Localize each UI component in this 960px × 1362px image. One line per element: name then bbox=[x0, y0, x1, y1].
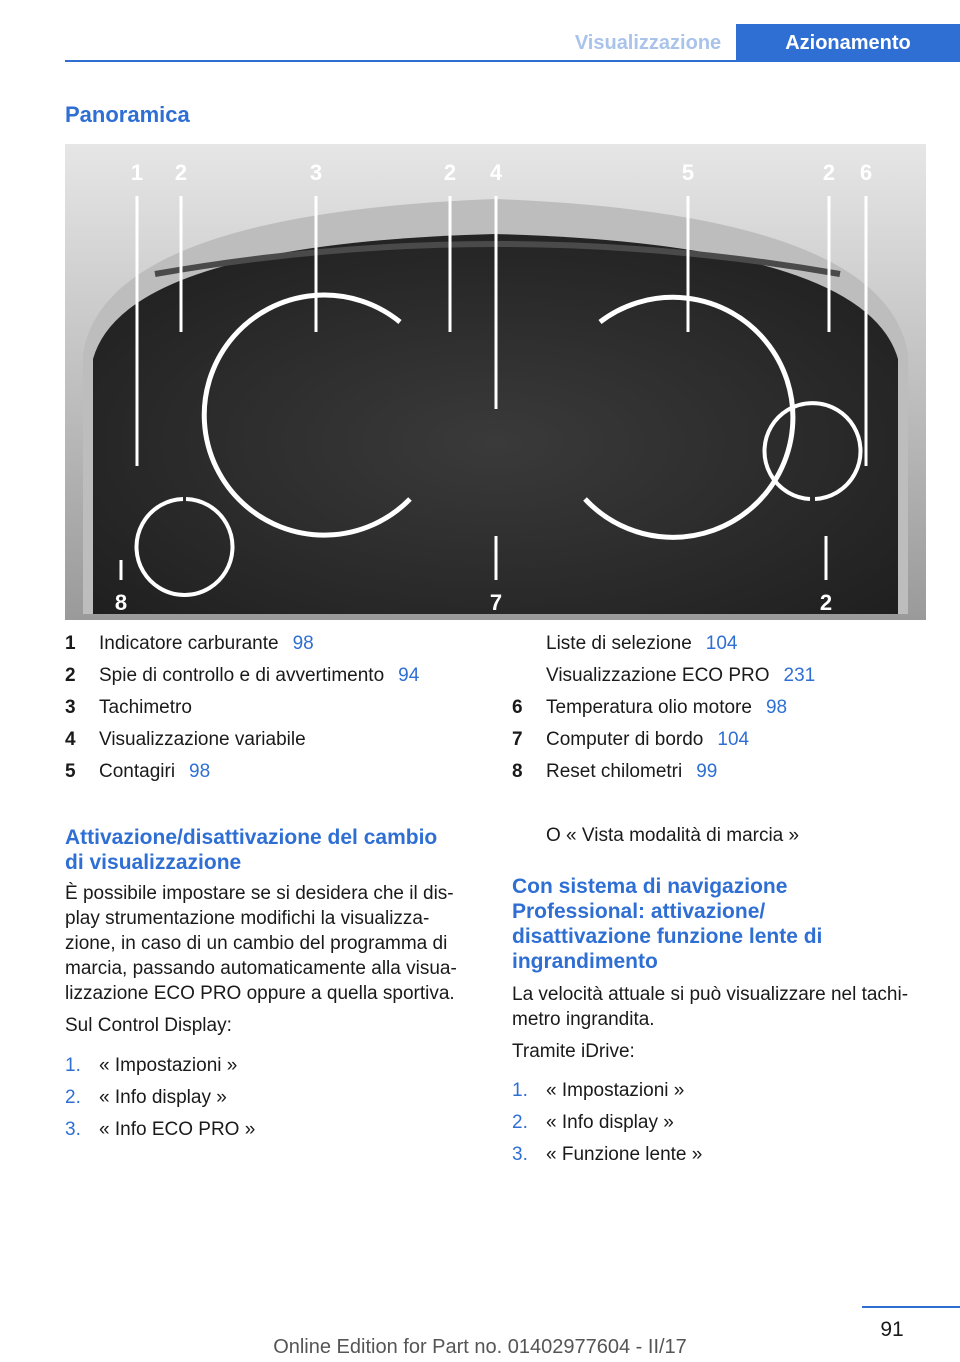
callout-label: 6 bbox=[859, 160, 873, 185]
right-body: La velocità attuale si può visualizzare nel tachi‐ metro ingrandita. bbox=[512, 984, 909, 1030]
legend-label: Visualizzazione ECO PRO bbox=[546, 665, 770, 686]
step-item bbox=[512, 1107, 952, 1139]
instrument-cluster-figure bbox=[65, 144, 926, 620]
step-number: 1. bbox=[512, 1080, 528, 1101]
callout-label: 2 bbox=[443, 160, 457, 185]
legend-number: 8 bbox=[512, 761, 523, 782]
page-reference-link[interactable]: 98 bbox=[189, 761, 211, 782]
legend-item bbox=[512, 692, 932, 724]
legend-label: Contagiri bbox=[99, 761, 176, 782]
legend-number: 1 bbox=[65, 633, 76, 654]
legend-number: 7 bbox=[512, 729, 523, 750]
step-item bbox=[512, 1075, 952, 1107]
legend-number: 4 bbox=[65, 729, 76, 750]
step-number: 3. bbox=[512, 1144, 528, 1165]
step-number: 1. bbox=[65, 1055, 81, 1076]
callout-label: 8 bbox=[114, 590, 128, 615]
callout-label: 2 bbox=[822, 160, 836, 185]
legend-item bbox=[65, 724, 485, 756]
legend-label: Liste di selezione bbox=[546, 633, 692, 654]
step-item bbox=[512, 1139, 952, 1171]
page-reference-link[interactable]: 99 bbox=[696, 761, 718, 782]
callout-label: 4 bbox=[489, 160, 503, 185]
callout-label: 2 bbox=[819, 590, 833, 615]
page-reference-link[interactable]: 231 bbox=[783, 665, 816, 686]
legend-item bbox=[512, 724, 932, 756]
legend-text-wrap bbox=[546, 692, 787, 724]
step-text: « Info display » bbox=[546, 1112, 674, 1133]
page-reference-link[interactable]: 104 bbox=[717, 729, 750, 750]
legend-text-wrap bbox=[99, 660, 419, 692]
footer-rule bbox=[862, 1306, 960, 1308]
step-text: « Info display » bbox=[99, 1087, 227, 1108]
legend-text-wrap bbox=[546, 724, 749, 756]
right-steps bbox=[512, 1075, 952, 1171]
legend-label: Reset chilometri bbox=[546, 761, 683, 782]
legend-number: 3 bbox=[65, 697, 76, 718]
legend-item bbox=[65, 692, 485, 724]
step-number: 3. bbox=[65, 1119, 81, 1140]
legend-label: Indicatore carburante bbox=[99, 633, 279, 654]
page-number: 91 bbox=[880, 1318, 904, 1341]
legend-label: Temperatura olio motore bbox=[546, 697, 752, 718]
legend-text-wrap bbox=[99, 628, 314, 660]
edition-footer: Online Edition for Part no. 01402977604 - II/17 bbox=[273, 1336, 687, 1358]
legend-item bbox=[512, 628, 932, 660]
left-heading: Attivazione/disattivazione del cambio di visualizzazione bbox=[65, 826, 438, 874]
legend-item bbox=[65, 628, 485, 660]
legend-item bbox=[65, 660, 485, 692]
step-text: « Funzione lente » bbox=[546, 1144, 703, 1165]
legend-number: 2 bbox=[65, 665, 76, 686]
page-reference-link[interactable]: 98 bbox=[765, 697, 788, 718]
section-title: Panoramica bbox=[65, 102, 190, 127]
legend-item bbox=[512, 756, 932, 788]
tab-azionamento[interactable]: Azionamento bbox=[736, 24, 960, 62]
step-text: « Info ECO PRO » bbox=[99, 1119, 256, 1140]
step-item bbox=[65, 1050, 485, 1082]
legend-label: Visualizzazione variabile bbox=[99, 729, 306, 750]
legend-text-wrap bbox=[99, 756, 210, 788]
legend-text-wrap bbox=[99, 724, 306, 756]
tab-visualizzazione[interactable]: Visualizzazione bbox=[574, 32, 722, 54]
legend-text-wrap bbox=[546, 756, 717, 788]
legend-left bbox=[65, 628, 485, 788]
step-item bbox=[65, 1114, 485, 1146]
legend-text-wrap bbox=[99, 692, 192, 724]
legend-text-wrap bbox=[546, 660, 815, 692]
legend-label: Computer di bordo bbox=[546, 729, 704, 750]
left-body: È possibile impostare se si desidera che il dis‐ play strumentazione modifichi la visualizza‐ zione, in caso di un cambio del programma di marcia, passando automaticamente alla visua‐ lizzazione ECO PRO oppure a quella sportiva. bbox=[65, 883, 457, 1004]
callout-label: 3 bbox=[309, 160, 323, 185]
legend-label: Spie di controllo e di avvertimento bbox=[99, 665, 385, 686]
legend-item bbox=[65, 756, 485, 788]
step-number: 2. bbox=[512, 1112, 528, 1133]
legend-text-wrap bbox=[546, 628, 737, 660]
legend-label: Tachimetro bbox=[99, 697, 192, 718]
callout-label: 2 bbox=[174, 160, 188, 185]
instrument-cluster-illustration bbox=[65, 144, 926, 620]
callout-label: 1 bbox=[130, 160, 144, 185]
page-reference-link[interactable]: 98 bbox=[292, 633, 314, 654]
callout-label: 7 bbox=[489, 590, 503, 615]
step-item bbox=[65, 1082, 485, 1114]
step-number: 2. bbox=[65, 1087, 81, 1108]
right-intro: Tramite iDrive: bbox=[512, 1041, 635, 1062]
legend-item bbox=[512, 660, 932, 692]
step-text: « Impostazioni » bbox=[99, 1055, 238, 1076]
legend-right bbox=[512, 628, 932, 788]
legend-number: 6 bbox=[512, 697, 523, 718]
callout-label: 5 bbox=[681, 160, 695, 185]
right-continuation: O « Vista modalità di marcia » bbox=[546, 825, 800, 846]
right-heading: Con sistema di navigazione Professional: attivazione/ disattivazione funzione lente di ingrandimento bbox=[512, 875, 823, 973]
step-text: « Impostazioni » bbox=[546, 1080, 685, 1101]
left-intro: Sul Control Display: bbox=[65, 1015, 232, 1036]
page-reference-link[interactable]: 104 bbox=[705, 633, 738, 654]
legend-number: 5 bbox=[65, 761, 76, 782]
left-steps bbox=[65, 1050, 485, 1146]
page-reference-link[interactable]: 94 bbox=[398, 665, 420, 686]
